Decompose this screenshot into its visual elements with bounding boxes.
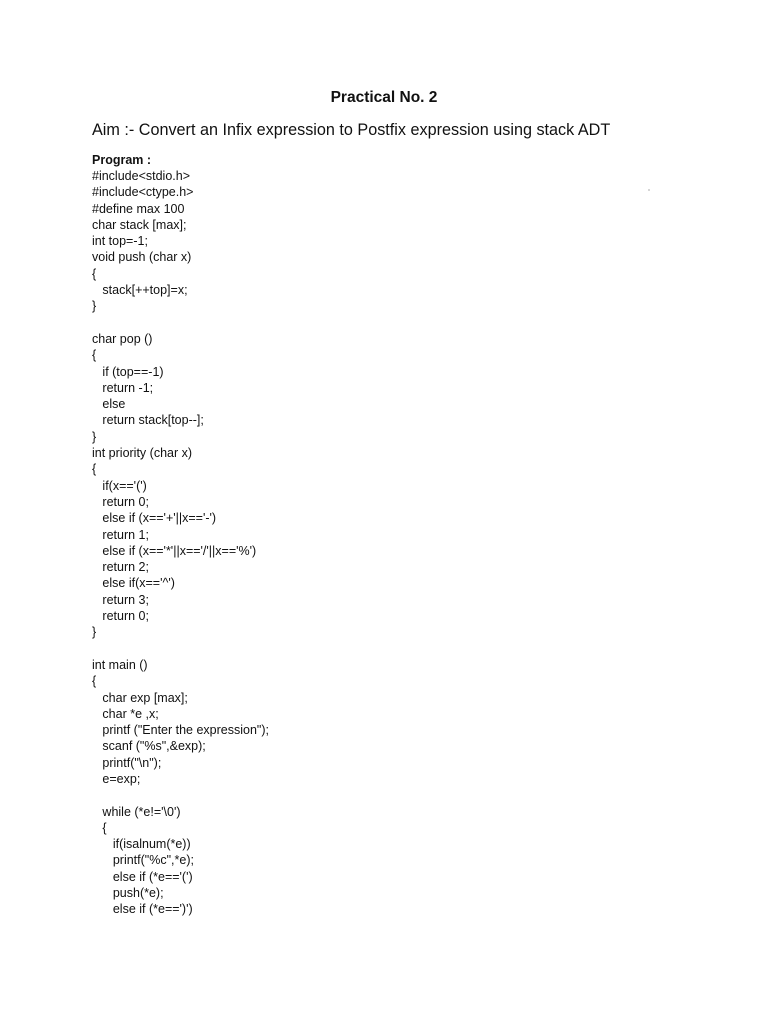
code-line: char *e ,x; <box>92 706 159 721</box>
code-line: else if(x=='^') <box>92 576 175 591</box>
code-line: return 3; <box>92 592 149 607</box>
code-line: push(*e); <box>92 886 164 901</box>
code-line <box>92 315 269 331</box>
code-line: while (*e!='\0') <box>92 804 181 819</box>
code-line: } <box>92 299 97 314</box>
code-line: return stack[top--]; <box>92 413 204 428</box>
code-line: int priority (char x) <box>92 446 193 461</box>
code-line: { <box>92 348 97 363</box>
code-line: { <box>92 674 97 689</box>
code-line: else if (x=='+'||x=='-') <box>92 511 217 526</box>
code-line: #include<ctype.h> <box>92 185 194 200</box>
code-line: return 2; <box>92 560 149 575</box>
code-line: char exp [max]; <box>92 690 188 705</box>
page-title: Practical No. 2 <box>330 89 438 106</box>
code-line: if(x=='(') <box>92 478 147 493</box>
code-line: { <box>92 820 107 835</box>
scan-speck <box>648 189 650 191</box>
code-line: e=exp; <box>92 771 141 786</box>
program-label: Program : <box>92 153 152 167</box>
code-line: return 0; <box>92 609 149 624</box>
code-line: stack[++top]=x; <box>92 283 188 298</box>
code-line: if(isalnum(*e)) <box>92 837 191 852</box>
code-line: else if (x=='*'||x=='/'||x=='%') <box>92 543 257 558</box>
code-line: int top=-1; <box>92 234 148 249</box>
code-line: return 0; <box>92 494 149 509</box>
code-line <box>92 641 269 657</box>
code-line: #include<stdio.h> <box>92 169 190 183</box>
code-line: { <box>92 266 97 281</box>
code-line: printf ("Enter the expression"); <box>92 723 270 738</box>
code-listing <box>92 168 269 918</box>
code-line: char pop () <box>92 331 153 346</box>
code-line: } <box>92 625 97 640</box>
code-line: else <box>92 397 126 412</box>
code-line: char stack [max]; <box>92 217 187 232</box>
aim-statement: Aim :- Convert an Infix expression to Postfix expression using stack ADT <box>92 121 611 139</box>
code-line: } <box>92 429 97 444</box>
code-line: return 1; <box>92 527 149 542</box>
code-line: #define max 100 <box>92 201 185 216</box>
code-line: printf("%c",*e); <box>92 853 194 868</box>
code-line: else if (*e=='(') <box>92 869 193 884</box>
code-line: scanf ("%s",&exp); <box>92 739 206 754</box>
code-line: return -1; <box>92 380 154 395</box>
code-line: else if (*e==')') <box>92 902 193 917</box>
code-line: int main () <box>92 657 148 672</box>
code-line: printf("\n"); <box>92 755 162 770</box>
code-line <box>92 787 269 803</box>
code-line: void push (char x) <box>92 250 192 265</box>
code-line: { <box>92 462 97 477</box>
code-line: if (top==-1) <box>92 364 164 379</box>
